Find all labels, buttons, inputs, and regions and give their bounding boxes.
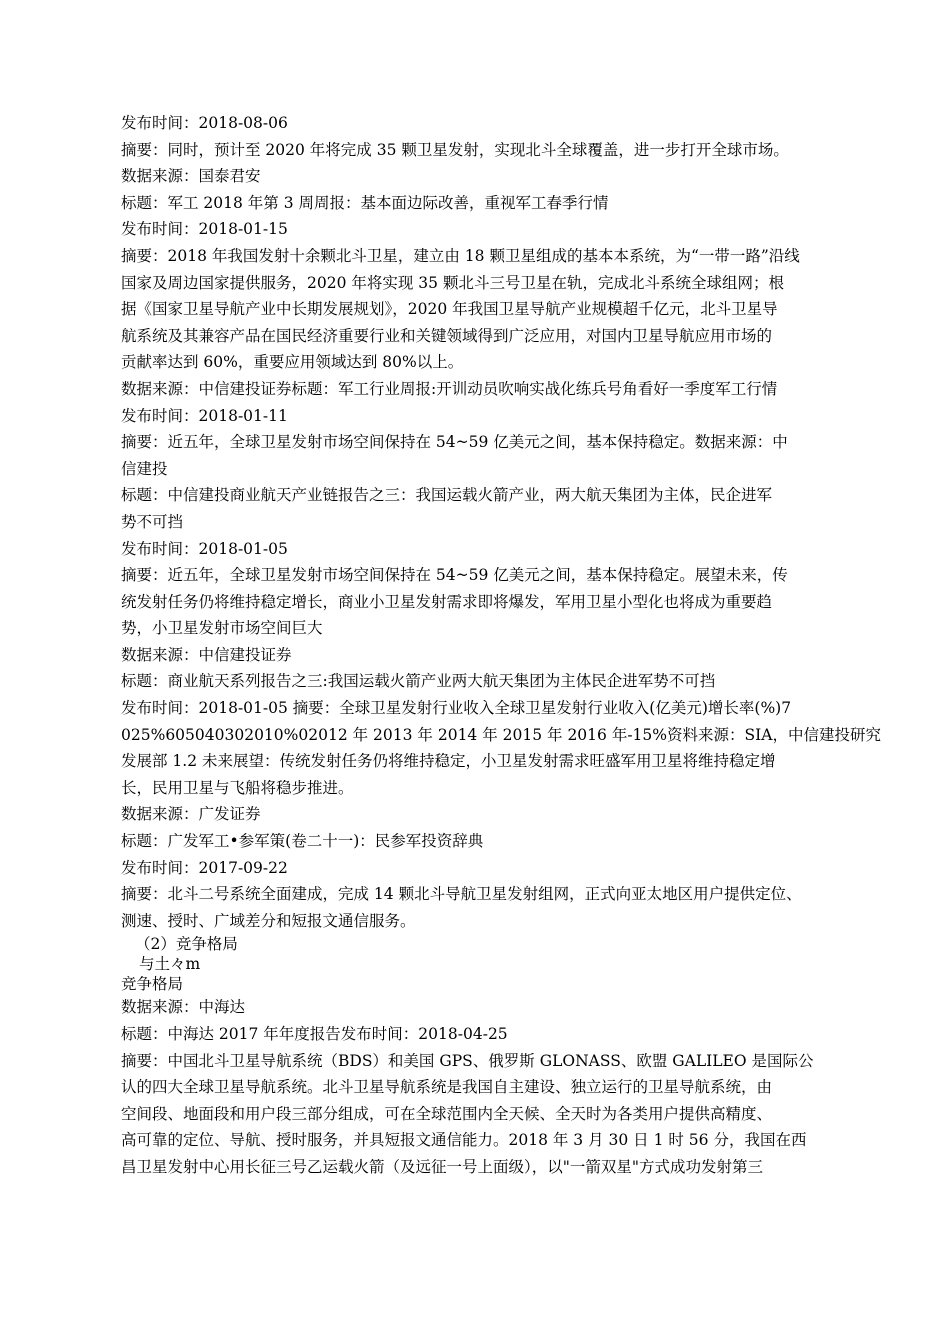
text-line: 发布时间：2018-01-05 bbox=[121, 539, 288, 558]
figure-caption: 竞争格局 bbox=[121, 975, 184, 994]
text-line: 发布时间：2018-01-11 bbox=[121, 406, 288, 425]
text-line: 发布时间：2017-09-22 bbox=[121, 858, 288, 877]
text-line: 势不可挡 bbox=[121, 512, 184, 531]
text-line: 标题：广发军工•参军策(卷二十一)：民参军投资辞典 bbox=[121, 832, 484, 851]
text-line: 长，民用卫星与飞船将稳步推进。 bbox=[121, 778, 354, 797]
text-line: 统发射任务仍将维持稳定增长，商业小卫星发射需求即将爆发，军用卫星小型化也将成为重要趋 bbox=[121, 592, 773, 611]
text-line: 标题：商业航天系列报告之三:我国运载火箭产业两大航天集团为主体民企进军势不可挡 bbox=[121, 672, 716, 691]
text-line: 025%605040302010%02012 年 2013 年 2014 年 2015 年 2016 年-15%资料来源：SIA，中信建投研究 bbox=[121, 725, 881, 744]
text-line: 数据来源：中信建投证券标题：军工行业周报:开训动员吹响实战化练兵号角看好一季度军工行情 bbox=[121, 379, 778, 398]
text-line: 昌卫星发射中心用长征三号乙运载火箭（及远征一号上面级），以"一箭双星"方式成功发射第三 bbox=[121, 1157, 764, 1176]
text-line: 标题：中信建投商业航天产业链报告之三：我国运载火箭产业，两大航天集团为主体，民企进军 bbox=[121, 486, 773, 505]
text-line: 航系统及其兼容产品在国民经济重要行业和关键领域得到广泛应用，对国内卫星导航应用市场的 bbox=[121, 326, 773, 345]
text-line: 摘要：2018 年我国发射十余颗北斗卫星，建立由 18 颗卫星组成的基本本系统，为“一带一路”沿线 bbox=[121, 246, 800, 265]
text-line: 摘要：中国北斗卫星导航系统（BDS）和美国 GPS、俄罗斯 GLONASS、欧盟 GALILEO 是国际公 bbox=[121, 1051, 814, 1070]
text-line: 摘要：北斗二号系统全面建成，完成 14 颗北斗导航卫星发射组网，正式向亚太地区用户提供定位、 bbox=[121, 885, 802, 904]
text-line: 发布时间：2018-08-06 bbox=[121, 114, 288, 132]
text-line: 测速、授时、广域差分和短报文通信服务。 bbox=[121, 911, 416, 930]
text-line: 数据来源：国泰君安 bbox=[121, 167, 261, 186]
text-line: 发展部 1.2 未来展望：传统发射任务仍将维持稳定，小卫星发射需求旺盛军用卫星将维持稳定增 bbox=[121, 752, 776, 771]
text-line: 标题：军工 2018 年第 3 周周报：基本面边际改善，重视军工春季行情 bbox=[121, 193, 609, 212]
text-line: 数据来源：中信建投证券 bbox=[121, 645, 292, 664]
text-line: 势，小卫星发射市场空间巨大 bbox=[121, 619, 323, 638]
text-line: 发布时间：2018-01-05 摘要：全球卫星发射行业收入全球卫星发射行业收入(亿美元)增长率(%)7 bbox=[121, 699, 792, 718]
text-line: 高可靠的定位、导航、授时服务，并具短报文通信能力。2018 年 3 月 30 日 1 时 56 分，我国在西 bbox=[121, 1131, 807, 1150]
text-line: 摘要：近五年，全球卫星发射市场空间保持在 54~59 亿美元之间，基本保持稳定。数据来源：中 bbox=[121, 433, 788, 452]
text-line: 空间段、地面段和用户段三部分组成，可在全球范围内全天候、全天时为各类用户提供高精度、 bbox=[121, 1104, 773, 1123]
text-line: 认的四大全球卫星导航系统。北斗卫星导航系统是我国自主建设、独立运行的卫星导航系统，由 bbox=[121, 1078, 773, 1097]
text-line: 发布时间：2018-01-15 bbox=[121, 220, 288, 239]
figure-placeholder-text: 与土々m bbox=[139, 955, 201, 974]
text-line: 标题：中海达 2017 年年度报告发布时间：2018-04-25 bbox=[121, 1025, 508, 1043]
text-line: 数据来源：中海达 bbox=[121, 998, 246, 1017]
text-line: 摘要：同时，预计至 2020 年将完成 35 颗卫星发射，实现北斗全球覆盖，进一步打开全球市场。 bbox=[121, 140, 789, 159]
text-line: 国家及周边国家提供服务，2020 年将实现 35 颗北斗三号卫星在轨，完成北斗系统全球组网；根 bbox=[121, 273, 784, 292]
text-line: 信建投 bbox=[121, 459, 168, 478]
text-line: 据《国家卫星导航产业中长期发展规划》，2020 年我国卫星导航产业规模超千亿元，北斗卫星导 bbox=[121, 300, 778, 319]
text-line: 摘要：近五年，全球卫星发射市场空间保持在 54~59 亿美元之间，基本保持稳定。展望未来，传 bbox=[121, 566, 788, 585]
text-line: 贡献率达到 60%，重要应用领域达到 80%以上。 bbox=[121, 353, 464, 372]
text-line: 数据来源：广发证券 bbox=[121, 805, 261, 824]
document-body bbox=[121, 110, 881, 1181]
section-heading: （2）竞争格局 bbox=[135, 935, 238, 954]
